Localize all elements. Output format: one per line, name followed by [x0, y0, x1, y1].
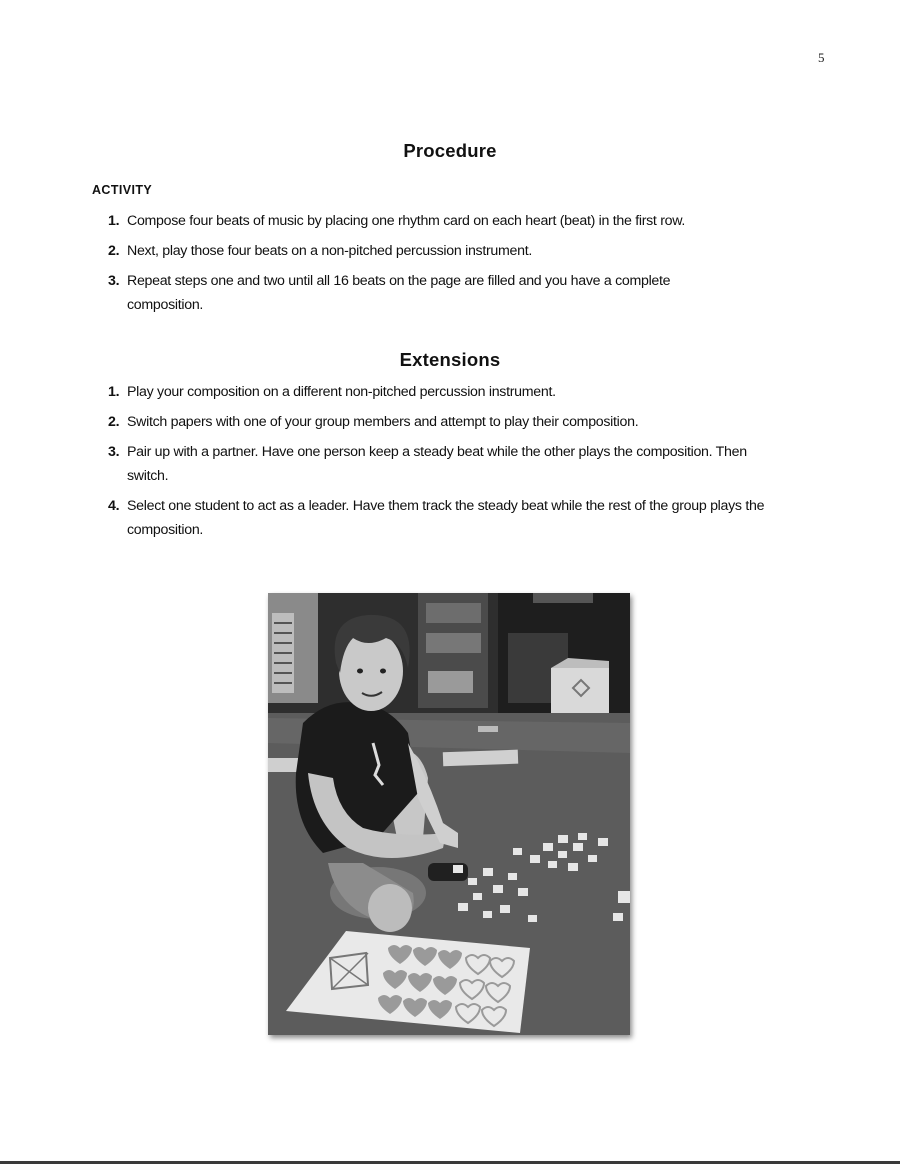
- step-text: Next, play those four beats on a non-pitched percussion instrument.: [127, 243, 532, 259]
- step-number: 2.: [108, 243, 120, 259]
- activity-subheading: ACTIVITY: [92, 183, 153, 197]
- activity-step: [106, 209, 786, 233]
- procedure-heading: Procedure: [403, 140, 497, 161]
- step-text: Repeat steps one and two until all 16 beats on the page are filled and you have a complete composition.: [127, 273, 671, 313]
- step-text: Compose four beats of music by placing one rhythm card on each heart (beat) in the first row.: [127, 213, 686, 229]
- extension-number: 4.: [108, 498, 120, 514]
- classroom-photo: [268, 593, 630, 1035]
- extension-text: Select one student to act as a leader. Have them track the steady beat while the rest of the group plays the composition.: [127, 498, 765, 538]
- extension-number: 1.: [108, 384, 120, 400]
- extension-item: [106, 380, 788, 404]
- activity-steps-list: [106, 209, 786, 323]
- activity-step: [106, 269, 672, 317]
- extension-text: Pair up with a partner. Have one person keep a steady beat while the other plays the composition. Then switch.: [127, 444, 747, 484]
- photo-illustration: [268, 593, 630, 1035]
- page-number: 5: [818, 50, 825, 65]
- activity-step: [106, 239, 786, 263]
- extension-number: 3.: [108, 444, 120, 460]
- extension-text: Switch papers with one of your group members and attempt to play their composition.: [127, 414, 639, 430]
- extension-number: 2.: [108, 414, 120, 430]
- extensions-heading: Extensions: [399, 349, 501, 370]
- step-number: 3.: [108, 273, 120, 289]
- extension-item: [106, 494, 788, 542]
- step-number: 1.: [108, 213, 120, 229]
- extensions-list: [106, 380, 788, 548]
- extension-text: Play your composition on a different non-pitched percussion instrument.: [127, 384, 556, 400]
- extension-item: [106, 440, 788, 488]
- extension-item: [106, 410, 788, 434]
